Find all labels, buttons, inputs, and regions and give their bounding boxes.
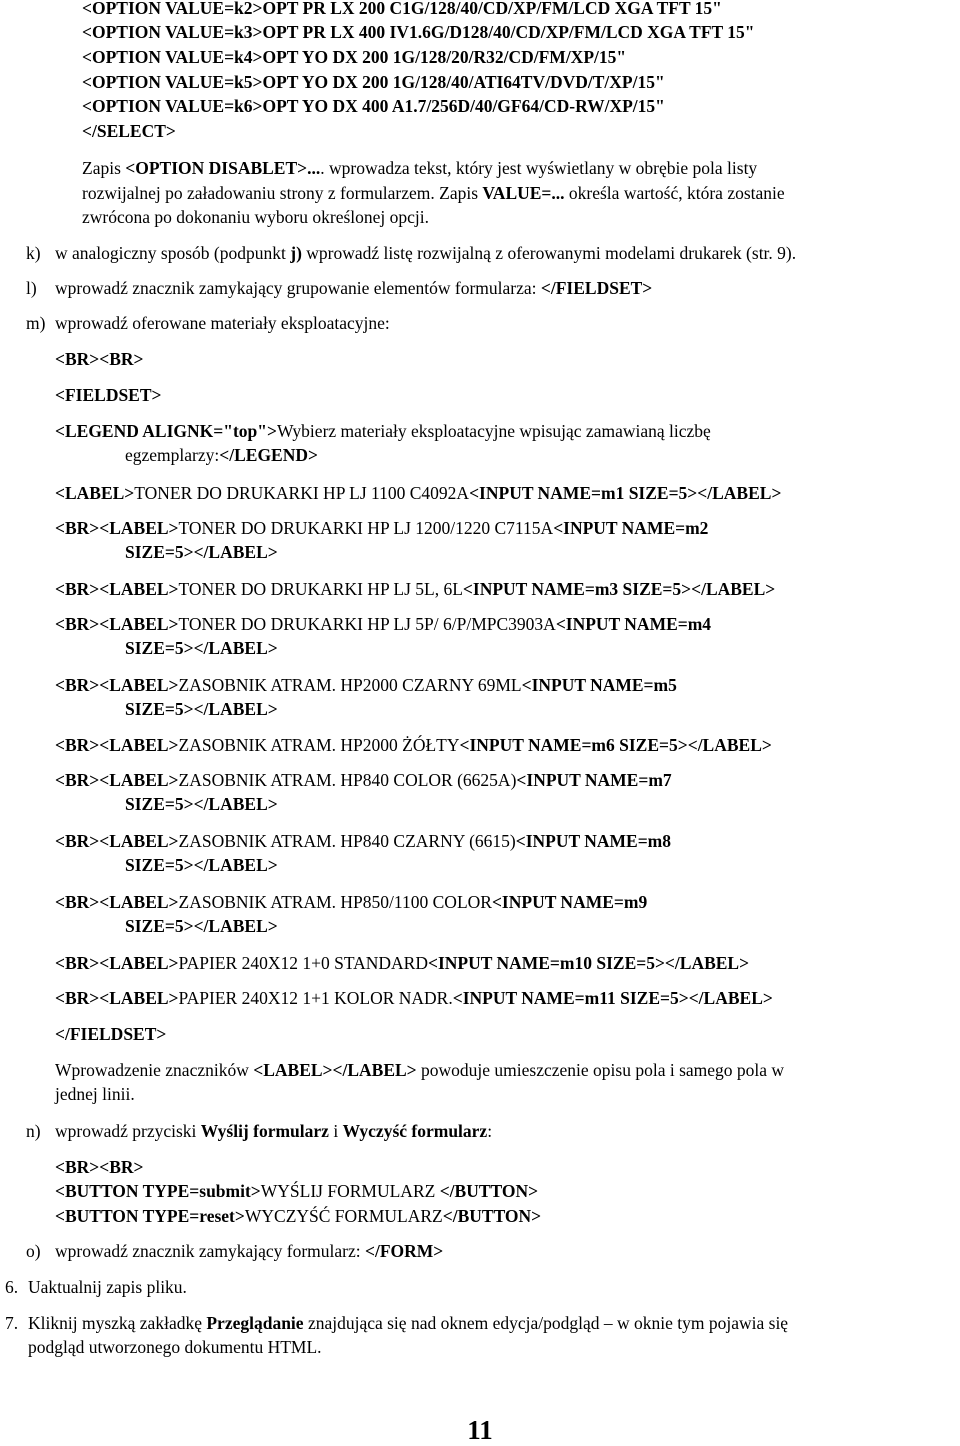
step-7-cont: podgląd utworzonego dokumentu HTML. [28,1337,322,1357]
code-label-line: <BR><LABEL>ZASOBNIK ATRAM. HP840 CZARNY (6615)<INPUT NAME=m8 [55,831,671,851]
code-label-line: <BR><LABEL>PAPIER 240X12 1+1 KOLOR NADR.<INPUT NAME=m11 SIZE=5></LABEL> [55,988,773,1008]
item-n-text: wprowadź przyciski Wyślij formularz i Wyczyść formularz: [55,1121,493,1141]
code-fieldset: <FIELDSET> [55,385,162,405]
item-k-text: w analogiczny sposób (podpunkt j) wprowadź listę rozwijalną z oferowanymi modelami drukarek (str. 9). [55,243,797,263]
code-line: <OPTION VALUE=k5>OPT YO DX 200 1G/128/40/ATI64TV/DVD/T/XP/15" [82,72,665,92]
step-7-text: Kliknij myszką zakładkę Przeglądanie znajdująca się nad oknem edycja/podgląd – w oknie tym pojawia się [28,1313,789,1333]
item-o-text: wprowadź znacznik zamykający formularz: </FORM> [55,1241,444,1261]
step-6-text: Uaktualnij zapis pliku. [28,1277,187,1297]
code-line: <OPTION VALUE=k4>OPT YO DX 200 1G/128/20/R32/CD/FM/XP/15" [82,47,627,67]
code-fieldset-end: </FIELDSET> [55,1024,167,1044]
code-label-line: <BR><LABEL>ZASOBNIK ATRAM. HP2000 ŻÓŁTY<INPUT NAME=m6 SIZE=5></LABEL> [55,735,772,755]
code-label-cont: SIZE=5></LABEL> [125,794,278,814]
code-legend-cont: egzemplarzy:</LEGEND> [125,445,318,465]
code-button-submit: <BUTTON TYPE=submit>WYŚLIJ FORMULARZ </BUTTON> [55,1181,539,1201]
code-line: <OPTION VALUE=k6>OPT YO DX 400 A1.7/256D/40/GF64/CD-RW/XP/15" [82,96,665,116]
explanation-line: jednej linii. [55,1084,135,1104]
code-label-line: <LABEL>TONER DO DRUKARKI HP LJ 1100 C4092A<INPUT NAME=m1 SIZE=5></LABEL> [55,483,782,503]
code-label-cont: SIZE=5></LABEL> [125,699,278,719]
code-br: <BR><BR> [55,349,144,369]
note-line: zwrócona po dokonaniu wyboru określonej opcji. [82,207,430,227]
code-label-cont: SIZE=5></LABEL> [125,542,278,562]
code-label-cont: SIZE=5></LABEL> [125,638,278,658]
code-label-line: <BR><LABEL>ZASOBNIK ATRAM. HP2000 CZARNY 69ML<INPUT NAME=m5 [55,675,677,695]
item-l-text: wprowadź znacznik zamykający grupowanie elementów formularza: </FIELDSET> [55,278,653,298]
explanation-line: Wprowadzenie znaczników <LABEL></LABEL> powoduje umieszczenie opisu pola i samego pola w [55,1060,785,1080]
item-m-text: wprowadź oferowane materiały eksploatacyjne: [55,313,390,333]
code-button-reset: <BUTTON TYPE=reset>WYCZYŚĆ FORMULARZ</BUTTON> [55,1206,542,1226]
item-n-label: n) [26,1121,41,1141]
item-l-label: l) [26,278,37,298]
code-label-line: <BR><LABEL>ZASOBNIK ATRAM. HP840 COLOR (6625A)<INPUT NAME=m7 [55,770,672,790]
code-label-line: <BR><LABEL>TONER DO DRUKARKI HP LJ 5L, 6L<INPUT NAME=m3 SIZE=5></LABEL> [55,579,776,599]
code-line: </SELECT> [82,121,176,141]
code-label-cont: SIZE=5></LABEL> [125,916,278,936]
note-paragraph: Zapis <OPTION DISABLET>.... wprowadza tekst, który jest wyświetlany w obrębie pola listy [82,158,758,178]
code-legend: <LEGEND ALIGNK="top">Wybierz materiały eksploatacyjne wpisując zamawianą liczbę [55,421,711,441]
code-label-line: <BR><LABEL>ZASOBNIK ATRAM. HP850/1100 COLOR<INPUT NAME=m9 [55,892,648,912]
code-label-line: <BR><LABEL>TONER DO DRUKARKI HP LJ 1200/1220 C7115A<INPUT NAME=m2 [55,518,709,538]
item-k-label: k) [26,243,41,263]
code-line: <OPTION VALUE=k2>OPT PR LX 200 C1G/128/40/CD/XP/FM/LCD XGA TFT 15" [82,0,722,18]
page-number: 11 [467,1415,493,1445]
note-line: rozwijalnej po załadowaniu strony z formularzem. Zapis VALUE=... określa wartość, która zostanie [82,183,785,203]
code-label-line: <BR><LABEL>PAPIER 240X12 1+0 STANDARD<INPUT NAME=m10 SIZE=5></LABEL> [55,953,750,973]
step-6-number: 6. [5,1277,19,1297]
item-m-label: m) [26,313,46,333]
code-line: <OPTION VALUE=k3>OPT PR LX 400 IV1.6G/D128/40/CD/XP/FM/LCD XGA TFT 15" [82,22,755,42]
code-br: <BR><BR> [55,1157,144,1177]
code-label-line: <BR><LABEL>TONER DO DRUKARKI HP LJ 5P/ 6/P/MPC3903A<INPUT NAME=m4 [55,614,712,634]
code-label-cont: SIZE=5></LABEL> [125,855,278,875]
item-o-label: o) [26,1241,41,1261]
step-7-number: 7. [5,1313,19,1333]
